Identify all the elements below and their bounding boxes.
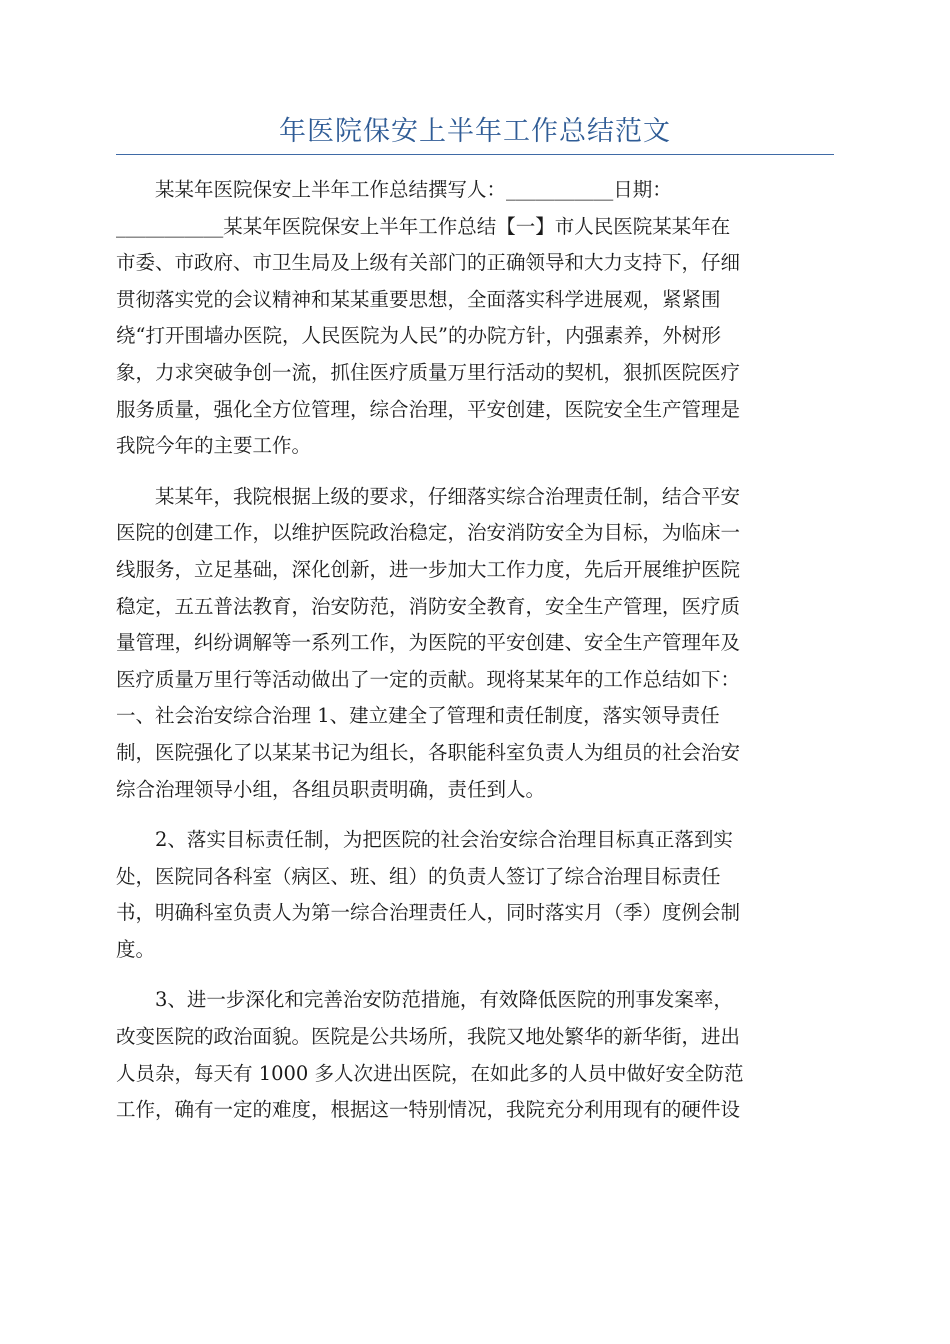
text-line: ___________某某年医院保安上半年工作总结【一】市人民医院某某年在 (116, 214, 731, 238)
text-line: 服务质量，强化全方位管理，综合治理，平安创建，医院安全生产管理是 (116, 397, 741, 421)
title-underline (116, 154, 834, 155)
text-line: 我院今年的主要工作。 (116, 434, 312, 458)
text-line: 人员杂，每天有 1000 多人次进出医院，在如此多的人员中做好安全防范 (116, 1061, 744, 1085)
text-line: 某某年，我院根据上级的要求，仔细落实综合治理责任制，结合平安 (155, 484, 741, 508)
text-line: 市委、市政府、市卫生局及上级有关部门的正确领导和大力支持下，仔细 (116, 251, 741, 275)
paragraph (116, 172, 834, 465)
text-line: 综合治理领导小组，各组员职责明确，责任到人。 (116, 777, 546, 801)
paragraph (116, 982, 834, 1128)
text-line: 处，医院同各科室（病区、班、组）的负责人签订了综合治理目标责任 (116, 864, 721, 888)
document-body (116, 172, 834, 1143)
text-line: 绕“打开围墙办医院，人民医院为人民”的办院方针，内强素养，外树形 (116, 324, 721, 348)
text-line: 一、社会治安综合治理 1、建立建全了管理和责任制度，落实领导责任 (116, 704, 720, 728)
text-line: 书，明确科室负责人为第一综合治理责任人，同时落实月（季）度例会制 (116, 901, 741, 925)
paragraph (116, 479, 834, 808)
text-line: 工作，确有一定的难度，根据这一特别情况，我院充分利用现有的硬件设 (116, 1098, 741, 1122)
text-line: 医院的创建工作，以维护医院政治稳定，治安消防安全为目标，为临床一 (116, 521, 741, 545)
paragraph (116, 822, 834, 968)
text-line: 稳定，五五普法教育，治安防范，消防安全教育，安全生产管理，医疗质 (116, 594, 741, 618)
text-line: 改变医院的政治面貌。医院是公共场所，我院又地处繁华的新华街，进出 (116, 1025, 741, 1049)
document-title: 年医院保安上半年工作总结范文 (279, 116, 671, 147)
text-line: 2、落实目标责任制，为把医院的社会治安综合治理目标真正落到实 (155, 828, 733, 852)
text-line: 度。 (116, 937, 156, 961)
text-line: 贯彻落实党的会议精神和某某重要思想，全面落实科学进展观，紧紧围 (116, 287, 721, 311)
text-line: 医疗质量万里行等活动做出了一定的贡献。现将某某年的工作总结如下： (116, 667, 741, 691)
text-line: 某某年医院保安上半年工作总结撰写人：___________日期： (155, 178, 672, 201)
text-line: 3、进一步深化和完善治安防范措施，有效降低医院的刑事发案率， (155, 988, 733, 1012)
text-line: 象，力求突破争创一流，抓住医疗质量万里行活动的契机，狠抓医院医疗 (116, 360, 741, 384)
text-line: 制，医院强化了以某某书记为组长，各职能科室负责人为组员的社会治安 (116, 740, 741, 764)
text-line: 线服务，立足基础，深化创新，进一步加大工作力度，先后开展维护医院 (116, 557, 741, 581)
text-line: 量管理，纠纷调解等一系列工作，为医院的平安创建、安全生产管理年及 (116, 631, 741, 655)
